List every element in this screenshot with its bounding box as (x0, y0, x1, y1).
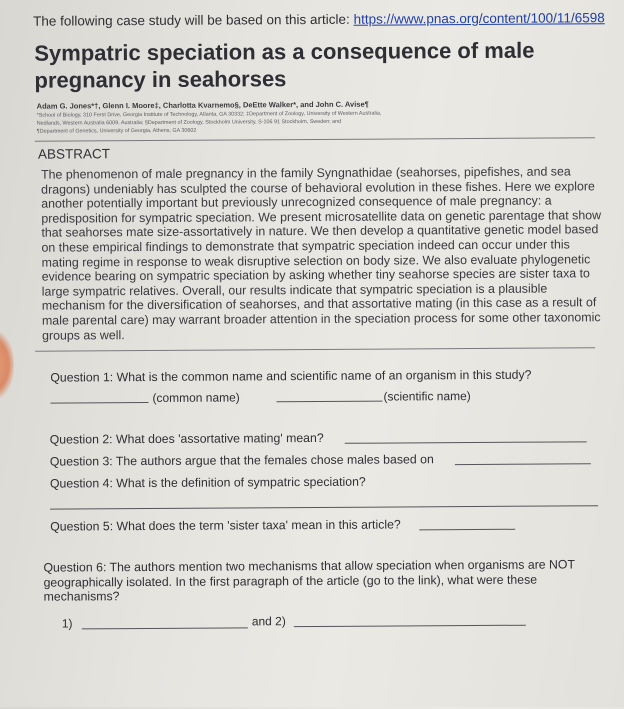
answer-blank[interactable] (455, 463, 591, 465)
abstract-text: The phenomenon of male pregnancy in the family Syngnathidae (seahorses, pipefishes, and sea dragons) undeniably has sculpted the course of behavioral evolution in these fishes. Here we explore another potentially important but previously unrecognized consequence of male pregnancy: a predisposition for sympatric speciation. We present microsatellite data on genetic parentage that show that seahorses mate size-assortatively in nature. We then develop a quantitative genetic model based on these empirical findings to demonstrate that sympatric speciation indeed can occur under this mating regime in response to weak disruptive selection on body size. We also evaluate phylogenetic evidence bearing on sympatric speciation by asking whether tiny seahorse species are sister taxa to large sympatric relatives. Overall, our results indicate that sympatric speciation is a plausible mechanism for the diversification of seahorses, and that assortative mating (in this case as a result of male parental care) may warrant broader attention in the speciation process for some other taxonomic groups as well. (41, 164, 602, 343)
common-name-blank[interactable] (50, 402, 148, 404)
mechanism-1-blank[interactable] (82, 627, 248, 629)
question-2: Question 2: What does 'assortative mating' mean? (49, 430, 324, 447)
scientific-name-blank[interactable] (276, 401, 382, 403)
answer-blank[interactable] (345, 441, 587, 443)
question-4: Question 4: What is the definition of sympatric speciation? (49, 474, 366, 491)
affiliation-line: Nedlands, Western Australia 6009, Australia; §Department of Zoology, Stockholm University, S-106 91 Stockholm, Sweden; and (36, 118, 342, 127)
affiliation-line: *School of Biology, 310 Ferst Drive, Georgia Institute of Technology, Atlanta, GA 30332; ‡Department of Zoology, University of Western Australia, (36, 110, 382, 119)
question-6: Question 6: The authors mention two mechanisms that allow speciation when organisms are NOT geographically isolated. In the first paragraph of the article (go to the link), what were these mechanisms? (43, 557, 575, 604)
answer-blank[interactable] (419, 529, 515, 531)
mechanism-2-label: and 2) (251, 614, 286, 629)
article-link[interactable]: https://www.pnas.org/content/100/11/6598 (353, 10, 605, 27)
question-5: Question 5: What does the term 'sister taxa' mean in this article? (50, 517, 401, 534)
article-title: Sympatric speciation as a consequence of male pregnancy in seahorses (34, 37, 535, 93)
scientific-name-label: (scientific name) (383, 389, 471, 404)
intro-text: The following case study will be based on this article: (33, 11, 354, 29)
mechanism-1-label: 1) (61, 616, 73, 631)
question-1: Question 1: What is the common name and scientific name of an organism in this study? (50, 367, 532, 385)
mechanism-2-blank[interactable] (294, 625, 526, 627)
intro-line (33, 10, 605, 28)
affiliation-line: ¶Department of Genetics, University of Georgia, Athens, GA 30602 (36, 127, 197, 135)
common-name-label: (common name) (152, 390, 240, 405)
article-authors: Adam G. Jones*†, Glenn I. Moore‡, Charlotta Kvarnemo§, DeEtte Walker*, and John C. Avise¶ (36, 99, 369, 111)
abstract-heading: ABSTRACT (37, 146, 110, 162)
question-3: Question 3: The authors argue that the females chose males based on (49, 452, 434, 469)
answer-blank[interactable] (50, 505, 598, 509)
divider (35, 137, 595, 141)
divider (35, 347, 595, 351)
